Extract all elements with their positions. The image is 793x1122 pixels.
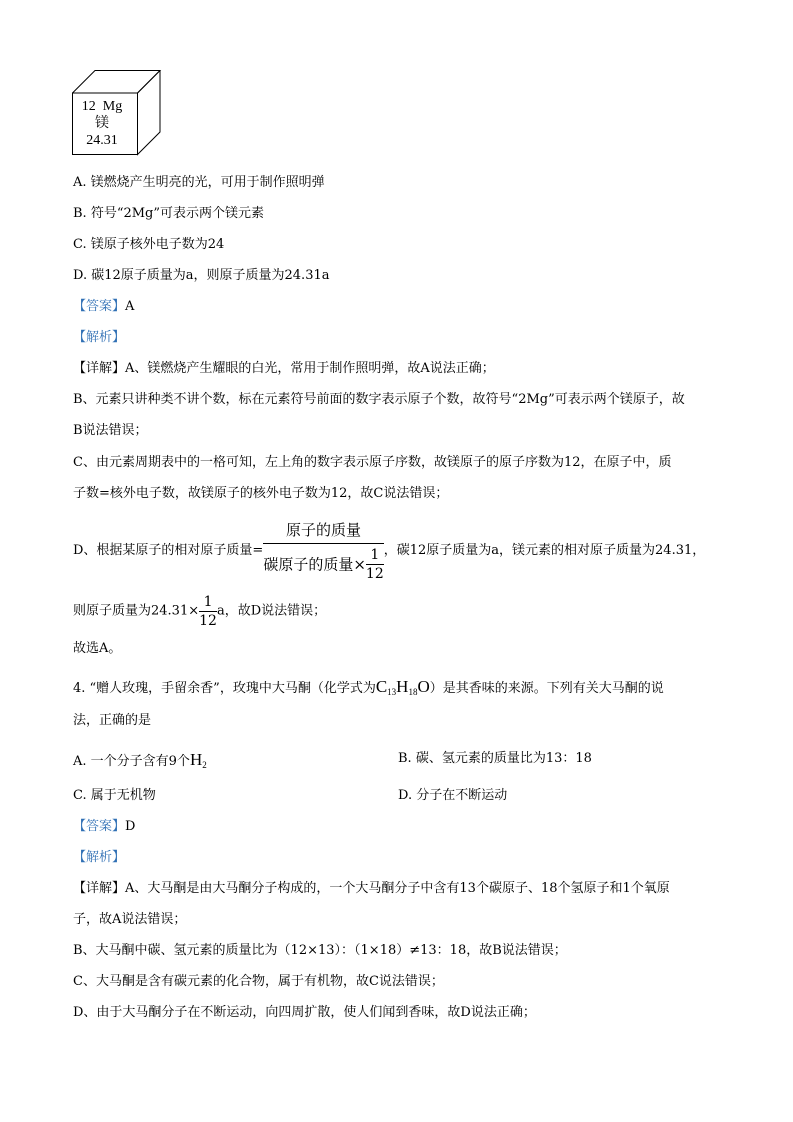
q4-option-a: A. 一个分子含有9个$H_2$: [73, 750, 207, 770]
q3-analysis-label: 【解析】: [73, 330, 126, 345]
answer-value: A: [125, 299, 135, 314]
q4-analysis-label: 【解析】: [73, 850, 126, 865]
element-card-text: [72, 98, 132, 149]
q4-detail-d: D、由于大马酮分子在不断运动，向四周扩散，使人们闻到香味，故D说法正确；: [73, 1005, 536, 1020]
element-symbol: Mg: [102, 99, 123, 114]
q3-detail-c2: 子数=核外电子数，故镁原子的核外电子数为12，故C说法错误；: [73, 486, 449, 501]
answer-label: 【答案】: [73, 819, 126, 834]
q3-option-b: B. 符号“2Mg”可表示两个镁元素: [73, 206, 265, 221]
q4-detail-c: C、大马酮是含有碳元素的化合物，属于有机物，故C说法错误；: [73, 974, 444, 989]
fraction-denominator: 碳原子的质量× $\frac{1}{12}$: [263, 547, 384, 582]
q3-detail-d2: 则原子质量为24.31× $\frac{1}{12}$ a，故D说法错误；: [73, 594, 327, 629]
detail-label: 【详解】: [73, 881, 126, 896]
q3-detail-b2: B说法错误；: [73, 423, 148, 438]
one-twelfth-fraction: $\frac{1}{12}$: [365, 547, 384, 582]
element-card: [72, 70, 162, 156]
q4-detail-b: B、大马酮中碳、氢元素的质量比为（12×13）：（1×18）≠13：18，故B说法错误；: [73, 943, 567, 958]
element-name: 镁: [95, 116, 109, 131]
q3-option-a: A. 镁燃烧产生明亮的光，可用于制作照明弹: [73, 175, 325, 190]
relative-mass-fraction: [263, 520, 383, 582]
fraction-numerator: 原子的质量: [263, 520, 383, 544]
q3-detail-d: D、根据某原子的相对原子质量= 原子的质量 碳原子的质量× $\frac{1}{12}$ ，碳12原子质量为a，镁元素的相对原子质量为24.31，: [73, 521, 706, 582]
q3-detail-a: 【详解】A、镁燃烧产生耀眼的白光，常用于制作照明弹，故A说法正确；: [73, 361, 495, 376]
q4-detail-a1: 【详解】A、大马酮是由大马酮分子构成的，一个大马酮分子中含有13个碳原子、18个氢原子和1个氧原: [73, 881, 670, 896]
q4-stem-line2: 法，正确的是: [73, 713, 152, 728]
q3-detail-b1: B、元素只讲种类不讲个数，标在元素符号前面的数字表示原子个数，故符号“2Mg”可表示两个镁原子，故: [73, 392, 685, 407]
answer-value: D: [125, 819, 136, 834]
q4-detail-a2: 子，故A说法错误；: [73, 912, 187, 927]
damascone-formula: $C_{13}H_{18}O$: [375, 677, 430, 697]
q3-option-c: C. 镁原子核外电子数为24: [73, 237, 225, 252]
q4-answer: [73, 819, 135, 835]
q4-option-d: D. 分子在不断运动: [398, 788, 508, 803]
q4-stem-line1: 4. “赠人玫瑰，手留余香”，玫瑰中大马酮（化学式为$C_{13}H_{18}O$）是其香味的来源。下列有关大马酮的说: [73, 677, 664, 697]
atomic-mass: 24.31: [86, 133, 118, 148]
q3-detail-c1: C、由元素周期表中的一格可知，左上角的数字表示原子序数，故镁原子的原子序数为12，在原子中，质: [73, 455, 672, 470]
atomic-number: 12: [81, 99, 96, 114]
one-twelfth-fraction-2: $\frac{1}{12}$: [199, 594, 217, 629]
answer-label: 【答案】: [73, 299, 126, 314]
q3-conclusion: 故选A。: [73, 641, 122, 656]
q4-option-c: C. 属于无机物: [73, 788, 156, 803]
q3-answer: [73, 299, 134, 315]
detail-label: 【详解】: [73, 361, 126, 376]
q4-option-b: B. 碳、氢元素的质量比为13：18: [398, 751, 592, 766]
q3-option-d: D. 碳12原子质量为a，则原子质量为24.31a: [73, 268, 330, 283]
